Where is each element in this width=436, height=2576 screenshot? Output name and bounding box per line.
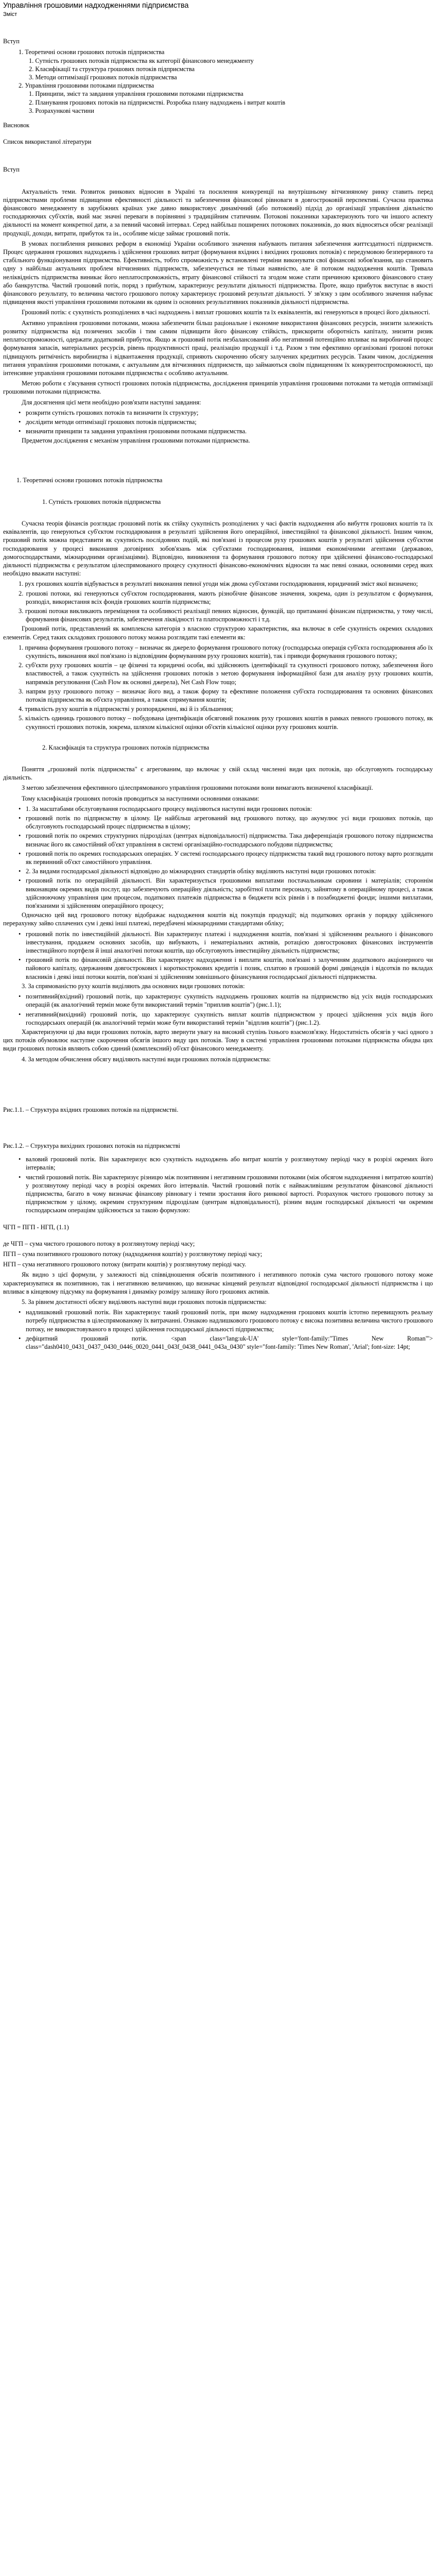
list-item: • 2. За видами господарської діяльності відповідно до міжнародних стандартів обліку виділяють наступні види грошових потоків: [26,867,433,875]
list-item: 3. напрям руху грошового потоку – визначає його вид, а також форму та ефективне положення суб'єкта господарювання та основних фінансових потоків підприємства як об'єкта управління, а також спрямування коштів; [19,687,433,703]
intro-paragraph: Предметом дослідження є механізм управління грошовими потоками підприємства. [22,437,250,445]
body-paragraph: Одночасно цей вид грошового потоку відображає надходження коштів від покупців продукції; від податкових органів у порядку здійсненого перерахунку зайво сплачених сум і деякі інші платежі, передбачені міжнародними стандартами обліку; [3,911,433,927]
subsection-heading: 2. Класифікація та структура грошових потоків підприємства [42,743,210,751]
classification-list [3,930,433,981]
body-paragraph: Характеризуючи ці два види грошових потоків, варто звернути увагу на високий ступінь їхнього взаємозв'язку. Недостатність обсягів у часі одного з цих потоків обумовлює наступне скорочення обсягів іншого виду цих потоків. Тому в системі управління грошовими потоками підприємства обидва цих види грошових потоків являють собою єдиний (комплексний) об'єкт фінансового менеджменту. [3,1028,433,1053]
toc-conclusions-link[interactable]: Висновок [3,122,30,129]
intro-paragraph: Актуальність теми. Розвиток ринкових відносин в Україні та посилення конкуренції на внутрішньому вітчизняному ринку ставить перед підприємствами проблеми підвищення ефективності діяльності та забезпечення фінансової рівноваги в довгостроковій перспективі. Сучасна практика фінансового менеджменту в зарубіжних країнах уже давно використовує динамічний (або потоковий) підхід до організації управління діяльністю господарюючих суб'єктів, який має значні переваги в порівнянні з традиційним статичним. Потокові показники характеризують того чи іншого аспекту діяльності на момент конкретної дати, а за певний часовий інтервал. Серед найбільш поширених потокових показників, до яких відносяться обсяг реалізації продукції, доходи, витрати, прибуток та ін., особливе місце займає грошовий потік. [3,188,433,237]
body-paragraph: ПГП – сума позитивного грошового потоку (надходження коштів) у розглянутому періоді часу; [3,1250,263,1258]
list-item: • грошовий потік по інвестиційній діяльності. Він характеризує платежі і надходження коштів, пов'язані зі здійсненням реального і фінансового інвестування, продажем основних засобів, що вибувають, і нематеріальних активів, ротацією довгострокових фінансових інструментів інвестиційного портфеля й інші аналогічні потоки коштів, що обслуговують інвестиційну діяльність підприємства; [26,930,433,955]
section-heading: 1. Теоретичні основи грошових потоків підприємства [16,476,163,484]
list-item: 4. тривалість руху коштів в підприємстві у розпорядженні, які й із збільшення; [19,705,233,713]
elements-list [3,643,433,731]
list-item: • 1. За масштабами обслуговування господарського процесу виділяються наступні види грошових потоків: [26,805,433,813]
formula: ЧГП = ПГП - НГП, (1.1) [3,1223,69,1231]
classification-list [3,805,433,910]
body-paragraph: Поняття „грошовий потік підприємства" є агрегованим, що включає у свій склад численні види цих потоків, що обслуговують господарську діяльність. [3,766,433,782]
toc-caption: Зміст [3,11,18,18]
list-item: 5. кількість одиниць грошового потоку – побудована ідентифікація обсяговий показник руху грошових коштів в рамках певного грошового потоку, як сукупності грошових потоків, зокрема, шляхом кількісної оцінки об'єктів кількісної оцінки руху грошових коштів. [19,715,433,731]
toc-item[interactable]: 2. Управління грошовими потоками підприємства [19,82,154,90]
list-item: • грошовий потік по окремих структурних підрозділах (центрах відповідальності) підприємства. Така диференціація грошового потоку підприємства визначає його як самостійний об'єкт управління в системі організаційно-господарського побудови підприємства; [26,832,433,848]
raw-markup-text: дефіцитний грошовий потік. <span class='lang:uk-UA' style='font-family:"Times New Roman"'> [26,1334,433,1342]
intro-paragraph: В умовах поглиблення ринкових реформ в економіці України особливого значення набувають питання забезпечення життєздатності підприємств. Процес одержання грошових надходжень і здійснення грошових витрат (формування вхідних і вихідних грошових потоків) є передумовою безперервного та стабільного функціонування підприємства. Ефективність, тобто спроможність у встановлені терміни виконувати свої фінансові зобов'язання, що становить одну з найбільш актуальних проблем вітчизняних підприємств, забезпечується не тільки наявністю, але й потоком надходження коштів. Тривала неліквідність підприємства виникає його неплатоспроможність, втрату фінансової стійкості та згодом може стати причиною кризового фінансового стану або банкрутства. Чистий грошовий потік, поряд з прибутком, характеризує результати діяльності підприємства. Проте, якщо прибуток виступає в якості фінансового результату, то величина чистого грошового потоку характеризує грошовий результат діяльності. У зв'язку з цим особливого значення набуває підвищення якості управління грошовими потоками як одним із основних результативних показників діяльності підприємства. [3,240,433,306]
classification-list [3,1334,433,1351]
body-paragraph: Сучасна теорія фінансів розглядає грошовий потік як стійку сукупність розподілених у часі фактів надходження або вибуття грошових коштів та їх еквівалентів, що генеруються суб'єктом господарювання в результаті здійснення його операційної, інвестиційної та фінансової діяльності. Іншим чином, грошовий потік можна представити як сукупність послідовних подій, які пов'язані із процесом руху грошових коштів у результаті здійснення суб'єктом господарювання у процесі виконання договірних зобов'язань між суб'єктами господарювання, іншими економічними агентами (державою, домогосподарствами, міжнародними організаціями). Відповідно, виникнення та формування грошового потоку при здійсненні фінансово-господарської діяльності підприємства є результатом цілеспрямованого процесу сукупності фінансово-економічних відносин та має певні ознаки, основними серед яких необхідно вважати наступні: [3,519,433,578]
list-item: 1. рух грошових коштів відбувається в результаті виконання певної угоди між двома суб'єктами господарювання, юридичний зміст якої визначено; [19,580,418,588]
toc-references-link[interactable]: Список використаної літератури [3,138,92,146]
document-title: Управління грошовими надходженнями підприємства [3,2,189,10]
list-item: • надлишковий грошовий потік. Він характеризує такий грошовий потік, при якому надходження грошових коштів істотно перевищують реальну потребу підприємства в цілеспрямованому їх витрачанні. Ознакою надлишкового грошового потоку є висока позитивна величина чистого грошового потоку, не використовуваного в процесі здійснення господарської діяльності підприємства; [26,1308,433,1333]
intro-heading: Вступ [3,166,20,174]
figure-caption: Рис.1.1. – Структура вхідних грошових потоків на підприємстві. [3,1106,179,1113]
table-of-contents [3,37,433,146]
body-paragraph: Тому класифікація грошових потоків проводиться за наступними основними ознаками: [22,794,259,802]
tasks-list [3,409,433,436]
toc-item[interactable]: 1. Принципи, зміст та завдання управління грошовими потоками підприємства [29,90,243,98]
body-paragraph: Як видно з цієї формули, у залежності від співвідношення обсягів позитивного і негативного потоків сума чистого грошового потоку може характеризуватися як позитивною, так і негативною величиною, що визначає кінцевий результат відповідної господарської діяльності підприємства і що впливає в кінцевому підсумку на формування і динаміку розміру залишку його грошових активів. [3,1271,433,1295]
toc-intro-link[interactable]: Вступ [3,38,20,45]
list-item: • грошовий потік по окремих господарських операціях. У системі господарського процесу підприємства такий вид грошового потоку варто розглядати як первинний об'єкт самостійного управління. [26,850,433,866]
list-item [26,1334,433,1351]
list-item: • грошовий потік по фінансовій діяльності. Він характеризує надходження і виплати коштів, пов'язані з залученням додаткового акціонерного чи пайового капіталу, одержанням довгострокових і короткострокових кредитів і позик, сплатою в грошовій формі дивідендів і відсотків по вкладах власників і деякі інші потоки коштів, пов'язані зі здійсненням зовнішнього фінансування господарської діяльності підприємства. [26,956,433,981]
list-item: • грошовий потік по операційній діяльності. Він характеризується грошовими виплатами постачальникам сировини і матеріалів; стороннім виконавцям окремих видів послуг, що забезпечують операційну діяльність; заробітної плати персоналу, зайнятому в операційному процесі, а також здійснюючому управління цим процесом, податкових платежів підприємства в бюджети всіх рівнів і в позабюджетні фонди; іншими виплатами, пов'язаними зі здійсненням операційного процесу; [26,876,433,910]
toc-item[interactable]: 2. Класифікації та структура грошових потоків підприємства [29,65,195,73]
features-list [3,580,433,623]
intro-paragraph: Для досягнення цієї мети необхідно розв'язати наступні завдання: [22,398,201,406]
classification-list [3,992,433,1027]
intro-paragraph: Активно управління грошовими потоками, можна забезпечити більш раціональне і економне використання фінансових ресурсів, знизити залежність розвитку підприємства від позичених засобів і тим самим підвищити його фінансову стійкість, прискорити оборотність капіталу, знизити ризик неплатоспроможності, одержати додатковий прибуток. Якщо ж грошовий потік незбалансований або негативний потенційно впливає на виробничий процес формування запасів, матеріальних ресурсів, рівень продуктивності праці, реалізацію продукції і т.д. Разом з тим ефективно організовані грошові потоки підвищують ритмічність виробництва і відвантаження продукції, сприяють скороченню обсягу залучених кредитних ресурсів. Таким чином, дослідження питання управління грошовими потоками, є актуальним для вітчизняних підприємств, що займаються своїм підвищенням їх конкурентоспроможності, що інтенсивне управління грошовими потоками підприємства є особливо актуальним. [3,319,433,377]
toc-item[interactable]: 2. Планування грошових потоків на підприємстві. Розробка плану надходжень і витрат коштів [29,98,286,106]
body-paragraph: 3. За спрямованістю руху коштів виділяють два основних види грошових потоків: [22,982,245,990]
list-item: • чистий грошовий потік. Він характеризує різницю між позитивним і негативним грошовими потоками (між обсягом надходження і витратою коштів) у розглянутому періоді часу в розрізі окремих його інтервалів. Чистий грошовий потік є найважливішим результатом фінансової діяльності підприємства, багато в чому визначає фінансову рівновагу і темпи зростання його ринкової вартості. Розрахунок чистого грошового потоку за підприємством у цілому, окремим структурним підрозділам (центрам відповідальності), різним видам господарської діяльності чи окремим господарським операціям здійснюється за такою формулою: [26,1173,433,1215]
raw-markup-text: class="dash0410_0431_0437_0430_0446_0020_0441_043f_0438_0441_043a_0430" style="font-family: 'Times New Roman', 'Arial'; font-size: 14pt; [26,1343,410,1350]
toc-item[interactable]: 3. Методи оптимізації грошових потоків підприємства [29,74,177,81]
intro-paragraph: Метою роботи є з'ясування сутності грошових потоків підприємства, дослідження принципів управління грошовими потоками та методів оптимізації грошовими потоками підприємства. [3,380,433,396]
body-paragraph: 5. За рівнем достатності обсягу виділяють наступні види грошових потоків підприємства: [22,1298,267,1306]
list-item: • грошовий потік по підприємству в цілому. Це найбільш агрегований вид грошового потоку, що акумулює усі види грошових потоків, що обслуговують господарський процес підприємства в цілому; [26,814,433,831]
body-paragraph: З метою забезпечення ефективного цілеспрямованого управління грошовими потоками вони вимагають визначеної класифікації. [22,784,373,792]
list-item: • позитивний(вхідний) грошовий потік, що характеризує сукупність надходжень грошових коштів на підприємство від усіх видів господарських операцій (як аналогічний термін може бути використаний термін "приплив коштів") (рис.1.1); [26,992,433,1009]
list-item: 2. грошові потоки, які генеруються суб'єктом господарювання, мають різнобічне фінансове значення, зокрема, один із результатом є формування, розподіл, використання всіх фондів грошових коштів підприємства; [19,589,433,605]
figure-caption: Рис.1.2. – Структура вихідних грошових потоків на підприємстві [3,1142,180,1149]
intro-paragraph: Грошовий потік: є сукупність розподілених в часі надходжень і виплат грошових коштів та їх еквівалентів, які генеруються в процесі його діяльності. [22,309,430,316]
classification-list [3,1155,433,1214]
toc-item[interactable]: 1. Теоретичні основи грошових потоків підприємства [19,48,165,56]
list-item: • дослідити методи оптимізації грошових потоків підприємства; [26,418,433,426]
subsection-heading: 1. Сутність грошових потоків підприємства [42,498,161,505]
toc-item[interactable]: 3. Розрахункові частини [29,107,94,114]
list-item: • розкрити сутність грошових потоків та визначити їх структуру; [26,409,433,417]
toc-item[interactable]: 1. Сутність грошових потоків підприємства як категорії фінансового менеджменту [29,57,254,64]
body-paragraph: де ЧГП – сума чистого грошового потоку в розглянутому періоді часу; [3,1240,195,1247]
list-item: 2. суб'єкти руху грошових коштів – це фізичні та юридичні особи, які здійснюють ідентифікації та сукупності грошового потоку, забезпечення його властивостей, а також сукупність на здійснення грошових потоків з метою формування інформаційної бази для аналізу руху грошових коштів, напрямків регулювання (Cash Flow як основні джерела), Net Cash Flow тощо; [19,662,433,686]
list-item: 1. причина формування грошового потоку – визначає як джерело формування грошового потоку (господарська операція суб'єкта господарювання або їх сукупність, виконання якої пов'язано із відповідним формуванням руху грошових коштів), так і приводи формування грошового потоку; [19,643,433,659]
list-item: • визначити принципи та завдання управління грошовими потоками підприємства. [26,427,433,435]
list-item: 3. грошові потоки викликають переміщення та особливості реалізації певних відносин, функцій, що притаманні фінансам підприємства, у тому числі, формування фінансових результатів, забезпечення ліквідності та платоспроможності і т.д. [19,607,433,623]
body-paragraph: Грошовий потік, представлений як комплексна категорія з власною структурою характеристик, яка включає в себе сукупність окремих складових елементів. Серед таких складових грошового потоку можна розглядати такі елементи як: [3,625,433,641]
list-item: • негативний(вихідний) грошовий потік, що характеризує сукупність виплат коштів підприємством у процесі здійснення усіх видів його господарських операцій (як аналогічний термін може бути використаний термін "відплив коштів") (рис.1.2). [26,1010,433,1027]
body-paragraph: НГП – сума негативного грошового потоку (витрати коштів) у розглянутому періоді часу. [3,1261,247,1268]
list-item: • валовий грошовий потік. Він характеризує всю сукупність надходжень або витрат коштів у розглянутому періоді часу в розрізі окремих його інтервалів; [26,1155,433,1172]
body-paragraph: 4. За методом обчислення обсягу виділяють наступні види грошових потоків підприємства: [22,1055,271,1063]
classification-list [3,1308,433,1333]
